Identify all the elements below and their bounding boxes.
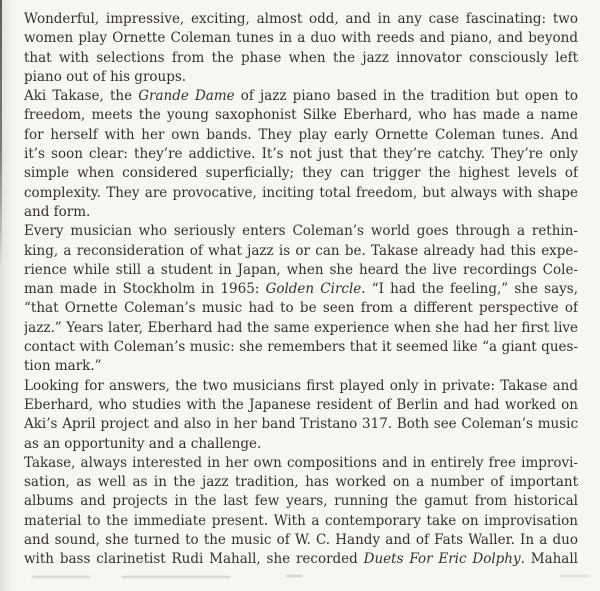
body-text: material to the immediate present. With a contemporary take on improvisation — [24, 512, 578, 529]
scan-left-shading — [0, 0, 14, 591]
body-text: that with selections from the phase when the jazz innovator consciously left — [24, 49, 578, 66]
body-text: king, a reconsideration of what jazz is or can be. Takase already had this expe- — [24, 242, 578, 259]
body-text: Aki’s April project and also in her band Tristano 317. Both see Coleman’s music — [24, 416, 578, 433]
text-line — [24, 261, 578, 280]
body-text: Every musician who seriously enters Coleman’s world goes through a rethin- — [24, 223, 578, 240]
body-text: women play Ornette Coleman tunes in a duo with reeds and piano, and beyond — [24, 30, 578, 47]
text-line — [24, 49, 578, 68]
paragraph — [24, 10, 578, 87]
body-text: sation, as well as in the jazz tradition, has worked on a number of important — [24, 474, 578, 491]
body-text: Eberhard, who studies with the Japanese resident of Berlin and had worked on — [24, 396, 578, 413]
body-text: piano out of his groups. — [24, 68, 187, 85]
scan-edge-line — [0, 0, 2, 268]
body-text: man made in Stockholm in 1965: — [24, 281, 266, 298]
text-line — [24, 357, 578, 376]
text-line — [24, 550, 578, 569]
body-text: “that Ornette Coleman’s music had to be seen from a different perspective of — [24, 300, 578, 317]
scan-artifact — [32, 576, 90, 578]
paragraph — [24, 377, 578, 454]
italic-title-text: Duets For Eric Dolphy — [363, 551, 521, 568]
body-text: Aki Takase, the — [24, 88, 139, 105]
italic-title-text: Golden Circle — [265, 281, 362, 298]
text-line — [24, 126, 578, 145]
paragraph — [24, 87, 578, 222]
body-text: and form. — [24, 203, 91, 220]
paragraph — [24, 222, 578, 376]
body-text: for herself with her own bands. They play early Ornette Coleman tunes. And — [24, 126, 578, 143]
paragraph — [24, 454, 578, 570]
body-text: rience while still a student in Japan, when she heard the live recordings Cole- — [24, 261, 578, 278]
body-text: complexity. They are provocative, inciting total freedom, but always with shape — [24, 184, 578, 201]
text-line — [24, 435, 578, 454]
body-text: Looking for answers, the two musicians first played only in private: Takase and — [24, 377, 578, 394]
body-text: of jazz piano based in the tradition but open to — [234, 88, 578, 105]
body-text: . “I had the feeling,” she says, — [361, 281, 578, 298]
body-text: simple when considered superficially; they can trigger the highest levels of — [24, 165, 578, 182]
text-line — [24, 338, 578, 357]
scan-artifact — [286, 575, 302, 577]
text-line — [24, 68, 578, 87]
body-text: . Mahall — [520, 551, 578, 568]
body-text: it’s soon clear: they’re addictive. It’s not just that they’re catchy. They’re only — [24, 146, 578, 163]
body-text: and sound, she turned to the music of W. C. Handy and of Fats Waller. In a duo — [24, 532, 578, 549]
text-line — [24, 106, 578, 125]
body-text: albums and projects in the last few years, running the gamut from historical — [24, 493, 578, 510]
text-line — [24, 87, 578, 106]
scan-artifact — [122, 576, 230, 578]
body-text: Takase, always interested in her own compositions and in entirely free improvi- — [24, 454, 578, 471]
text-line — [24, 454, 578, 473]
scan-artifact — [560, 575, 590, 577]
text-line — [24, 242, 578, 261]
text-line — [24, 280, 578, 299]
text-line — [24, 10, 578, 29]
italic-title-text: Grande Dame — [138, 88, 235, 105]
text-line — [24, 29, 578, 48]
liner-notes-text — [24, 10, 578, 570]
body-text: with bass clarinetist Rudi Mahall, she recorded — [24, 551, 364, 568]
body-text: freedom, meets the young saxophonist Silke Eberhard, who has made a name — [24, 107, 578, 124]
text-line — [24, 203, 578, 222]
body-text: tion mark.” — [24, 358, 102, 375]
text-line — [24, 473, 578, 492]
text-line — [24, 531, 578, 550]
text-line — [24, 415, 578, 434]
text-line — [24, 396, 578, 415]
text-line — [24, 299, 578, 318]
text-line — [24, 145, 578, 164]
text-line — [24, 377, 578, 396]
text-line — [24, 222, 578, 241]
text-line — [24, 319, 578, 338]
body-text: contact with Coleman’s music: she remembers that it seemed like “a giant ques- — [24, 339, 578, 356]
body-text: jazz.” Years later, Eberhard had the same experience when she had her first live — [24, 319, 578, 336]
text-line — [24, 164, 578, 183]
text-line — [24, 492, 578, 511]
text-line — [24, 184, 578, 203]
body-text: Wonderful, impressive, exciting, almost odd, and in any case fascinating: two — [24, 11, 578, 27]
body-text: as an opportunity and a challenge. — [24, 435, 262, 452]
text-line — [24, 512, 578, 531]
